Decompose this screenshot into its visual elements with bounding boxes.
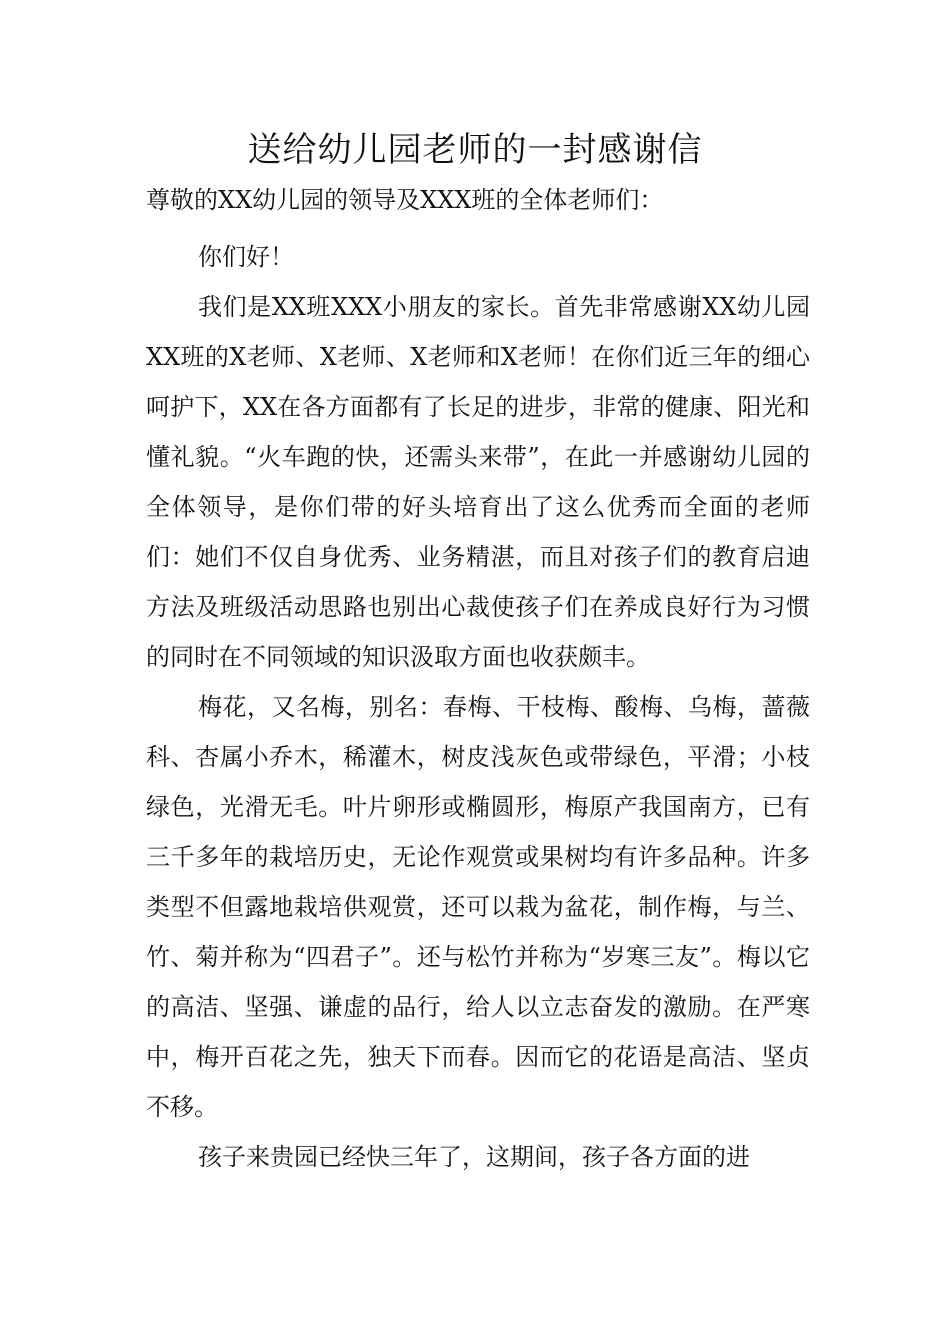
paragraph-thanks: 我们是XX班XXX小朋友的家长。首先非常感谢XX幼儿园XX班的X老师、X老师、X老师和X老师！在你们近三年的细心呵护下，XX在各方面都有了长足的进步，非常的健康、阳光和懂礼貌。“火车跑的快，还需头来带”，在此一并感谢幼儿园的全体领导，是你们带的好头培育出了这么优秀而全面的老师们：她们不仅自身优秀、业务精湛，而且对孩子们的教育启迪方法及班级活动思路也别出心裁使孩子们在养成良好行为习惯的同时在不同领域的知识汲取方面也收获颇丰。 [146,293,810,671]
salutation: 尊敬的XX幼儿园的领导及XXX班的全体老师们： [146,186,664,214]
letter-body [146,232,810,1182]
paragraph-plum-blossom: 梅花，又名梅，别名：春梅、干枝梅、酸梅、乌梅，蔷薇科、杏属小乔木，稀灌木，树皮浅灰色或带绿色，平滑；小枝绿色，光滑无毛。叶片卵形或椭圆形，梅原产我国南方，已有三千多年的栽培历史，无论作观赏或果树均有许多品种。许多类型不但露地栽培供观赏，还可以栽为盆花，制作梅，与兰、竹、菊并称为“四君子”。还与松竹并称为“岁寒三友”。梅以它的高洁、坚强、谦虚的品行，给人以立志奋发的激励。在严寒中，梅开百花之先，独天下而春。因而它的花语是高洁、坚贞不移。 [146,693,810,1121]
paragraph-progress: 孩子来贵园已经快三年了，这期间，孩子各方面的进 [198,1143,750,1171]
greeting: 你们好！ [198,243,294,271]
document-title: 送给幼儿园老师的一封感谢信 [247,130,703,170]
